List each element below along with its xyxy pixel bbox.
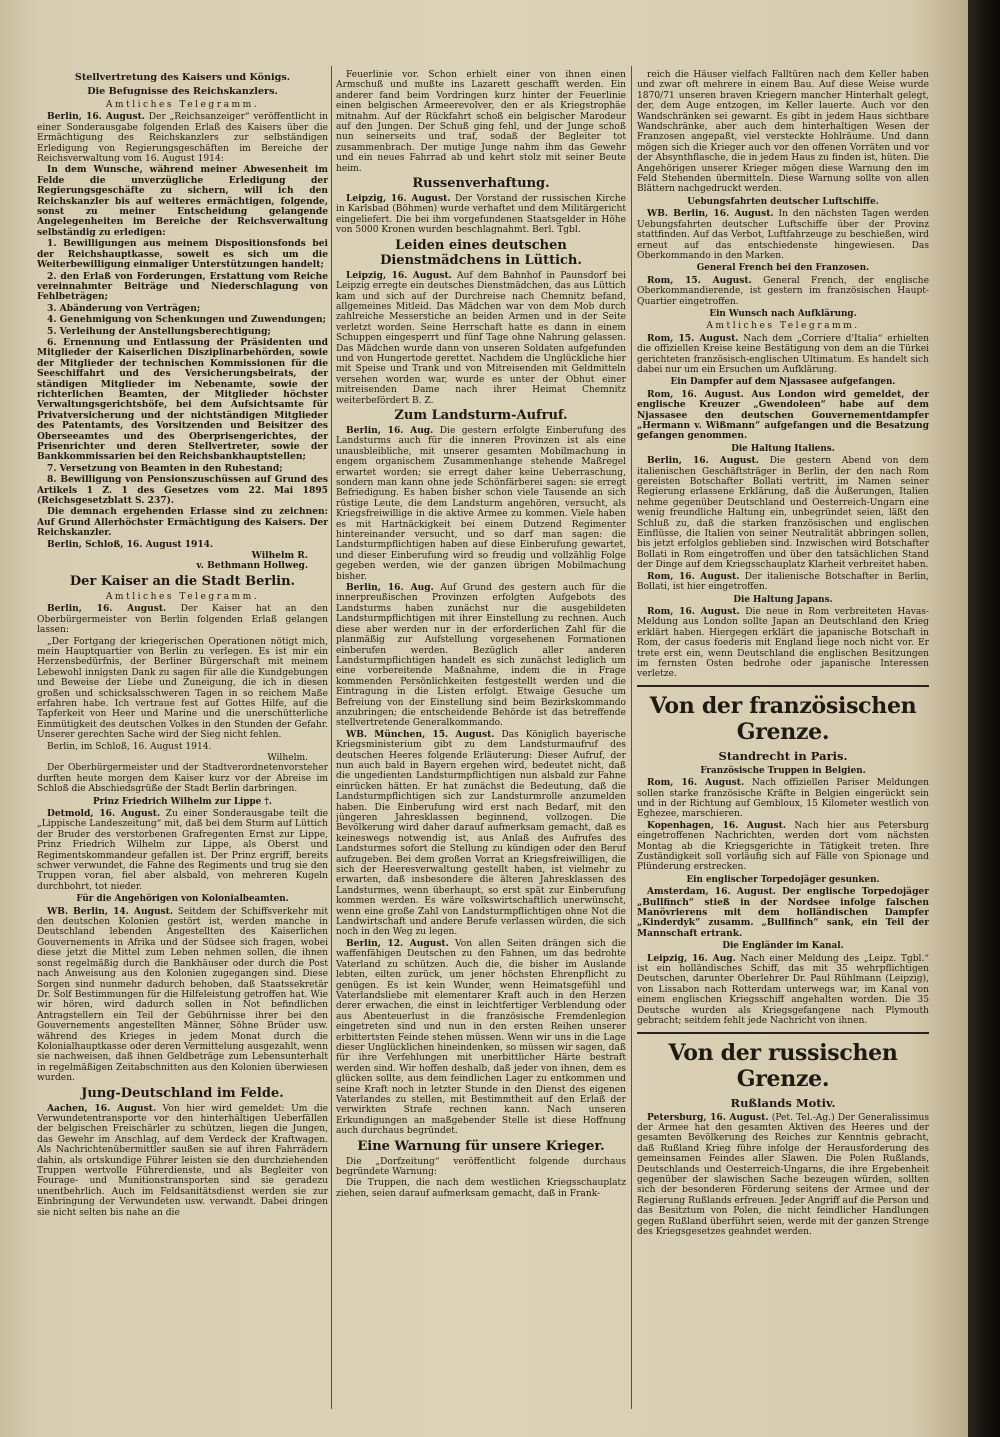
paragraph xyxy=(37,112,328,164)
paragraph xyxy=(37,809,328,892)
column-rule xyxy=(631,66,632,1409)
dateline: Aachen, 16. August. xyxy=(47,1102,157,1114)
paragraph: reich die Häuser vielfach Falltüren nach dem Keller haben und zwar oft mehrere in einem Bau. Auf diese Weise wurde 1870/71 unseren braven Kriegern mancher Hinterhalt gelegt, der, dem Auge entzogen, im Keller lauerte. Auch vor den Wandschränken sei gewarnt. Es gibt in jedem Haus sichtbare Wandschränke, aber auch dem hinterhaltigen Wesen der Franzosen angepaßt, viel versteckte Hohlräume. Und dann mögen sich die Krieger auch vor den offenen Vorräten und vor der Absynthflasche, die in jedem Haus zu finden ist, hüten. Die Angehörigen unserer Krieger mögen diese Warnung den im Feld Stehenden übermitteln. Diese Warnung sollte von allen Blättern nachgedruckt werden. xyxy=(637,70,929,195)
paragraph xyxy=(336,271,626,406)
paragraph xyxy=(637,778,929,820)
list-item: 2. den Erlaß von Forderungen, Erstattung vom Reiche vereinnahmter Beiträge und Niederschlagung von Fehlbeträgen; xyxy=(37,270,328,303)
article-heading: Französische Truppen in Belgien. xyxy=(700,765,866,776)
article-heading: Stellvertretung des Kaisers und Königs. xyxy=(74,72,291,83)
paragraph xyxy=(637,954,929,1027)
dateline: Detmold, 16. August. xyxy=(47,808,161,819)
article-heading: Zum Landsturm-Aufruf. xyxy=(394,407,568,423)
dateline: Berlin, 12. August. xyxy=(346,937,449,949)
list-item: 1. Bewilligungen aus meinem Dispositionsfonds bei der Reichshauptkasse, soweit es sich um die Weiterbewilligung einmaliger Unterstützungen handelt; xyxy=(37,238,328,271)
article-heading: Die Haltung Japans. xyxy=(733,594,833,605)
section-title: Von der russischen Grenze. xyxy=(668,1039,898,1092)
paragraph xyxy=(336,730,626,938)
paragraph-text: Die gestern erfolgte Einberufung des Landsturms auch für die inneren Provinzen ist als eine unausbleibliche, mit unserer gesamten Mobilmachung in engem organischem Zusammenhange stehende Maßregel erwartet worden; sie erregt daher keine Ueberraschung, sondern man kann ohne jede Schönfärberei sagen: sie erregt Befriedigung. Es haben bisher schon viele Tausende an sich rüstige Leute, die dem Landsturm angehören, versucht, als Kriegsfreiwillige in die aktive Armee zu kommen. Viele haben es mit Hartnäckigkeit bei einem Dutzend Regimenter hintereinander versucht, und so darf man sagen: die Landsturmpflichtigen haben auf diese Einberufung gewartet, und dieser Einberufung wird so freudig und vollzählig Folge gegeben werden, wie der ganzen übrigen Mobilmachung bisher. xyxy=(336,425,626,582)
paragraph-text: (Pet. Tel.-Ag.) Der Generalissimus der Armee hat den gesamten Aktiven des Heeres und der gesamten Bevölkerung des Reiches zur Kenntnis gebracht, daß Rußland Krieg führe infolge der Herausforderung des gemeinsamen Feindes aller Slawen. Die Polen Rußlands, Deutschlands und Oesterreich-Ungarns, die ihre Ergebenheit gegenüber der slawischen Sache bezeugen würden, sollten sich der besonderen Förderung seitens der Armee und der Regierung Rußlands erfreuen. Jeder Angriff auf die Person und das Besitztum von Polen, die nicht feindlicher Handlungen gegen Rußland überführt seien, werde mit der ganzen Strenge des Kriegsgesetzes geahndet werden. xyxy=(637,1112,929,1237)
column-1 xyxy=(37,70,328,1407)
paragraph-text: Auf dem Bahnhof in Paunsdorf bei Leipzig erregte ein deutsches Dienstmädchen, das aus Lüttich kam und sich auf der Durchreise nach Chemnitz befand, allgemeines Mitleid. Das Mädchen war von dem Mob durch zahlreiche Messerstiche an beiden Armen und in der Seite verletzt worden. Seine Herrschaft hatte es dann in einem Schuppen eingesperrt und fünf Tage ohne Nahrung gelassen. Das Mädchen wurde dann von unseren Soldaten aufgefunden und von Hungertode gerettet. Nachdem die Unglückliche hier mit Speise und Trank und von Mitreisenden mit Geldmitteln versehen worden war, wurde es unter der Obhut einer mitreisenden Dame nach ihrer Heimat Chemnitz weiterbefördert B. Z. xyxy=(336,270,626,406)
paragraph-text: Nach dem „Corriere d'Italia“ erhielten die offiziellen Kreise keine Bestätigung von dem an die Türkei gerichteten französisch-englischen Ultimatum. Es handelt sich dabei nur um ein Ersuchen um Aufklärung. xyxy=(637,333,929,375)
paragraph: Die Truppen, die nach dem westlichen Kriegsschauplatz ziehen, seien darauf aufmerksam gemacht, daß in Frank- xyxy=(336,1178,626,1199)
paragraph xyxy=(637,456,929,570)
dateline: Rom, 16. August. xyxy=(647,570,740,582)
dateline: Petersburg, 16. August. xyxy=(647,1111,769,1123)
article-heading: Leiden eines deutschen Dienstmädchens in Lüttich. xyxy=(380,237,582,268)
dateline: WB. München, 15. August. xyxy=(346,728,495,740)
dateline: Berlin, Schloß, 16. August 1914. xyxy=(47,538,214,550)
article-heading: Ein Wunsch nach Aufklärung. xyxy=(709,308,857,319)
paragraph xyxy=(637,572,929,593)
list-item: 5. Verleihung der Anstellungsberechtigung; xyxy=(47,325,271,337)
dateline: WB. Berlin, 16. August. xyxy=(647,208,774,220)
column-rule xyxy=(331,66,332,1409)
paragraph xyxy=(637,887,929,939)
paragraph-text: Von allen Seiten drängen sich die waffenfähigen Deutschen zu den Fahnen, um das bedrohte Vaterland zu schützen. Auch die, die bisher im Auslande lebten, eilten zurück, um jener höchsten Ehrenpflicht zu genügen. Es ist kein Wunder, wenn Heimatsgefühl und Vaterlandsliebe mit elementarer Kraft auch in den Herzen derer erwachen, die einst in leichtfertiger Verblendung oder aus Abenteuerlust in die französische Fremdenlegion eingetreten sind und nun in den ersten Reihen unserer erbittertsten Feinde stehen müssen. Wenn wir uns in die Lage dieser Unglücklichen hineindenken, so müssen wir sagen, daß für ihre Verfehlungen mit unerbittlicher Härte bestraft werden sind. Wir hoffen deshalb, daß jeder von ihnen, dem es glücken sollte, aus dem feindlichen Lager zu entkommen und seine Kraft noch in letzter Stunde in den Dienst des eigenen Vaterlandes zu stellen, mit Bestimmtheit auf den Erlaß der verwirkten Strafe rechnen kann. Nach unseren Erkundigungen an maßgebender Stelle ist diese Hoffnung auch durchaus begründet. xyxy=(336,938,626,1137)
dateline: Leipzig, 16. August. xyxy=(346,193,451,205)
signature: v. Bethmann Hollweg. xyxy=(196,560,308,572)
paragraph-text: Von hier wird gemeldet: Um die Verwundetentransporte vor den hinterhältigen Ueberfällen der belgischen Freischärler zu schützen, liegen die Jungen, das Gewehr im Anschlag, auf dem Verdeck der Kraftwagen. Als Nachrichtenübermittler saußen sie auf ihren Fahrrädern dahin, als ortskundige Führer leisten sie den durchziehenden Truppen wertvolle Führerdienste, und als Begleiter von Fourage- und Munitionstransporten sind sie geradezu unentbehrlich. Auch im Feldsanitätsdienst werden sie zur Einbringung der Verwundeten usw. verwandt. Dabei dringen sie nicht selten bis nahe an die xyxy=(37,1103,328,1218)
list-item: 8. Bewilligung von Pensionszuschüssen auf Grund des Artikels 1 Z. 1 des Gesetzes vom 22. Mai 1895 (Reichsgesetzblatt S. 237). xyxy=(37,474,328,507)
paragraph-text: Der „Reichsanzeiger“ veröffentlicht in einer Sonderausgabe folgenden Erlaß des Kaisers über die Ermächtigung des Reichskanzlers zur selbständigen Erledigung von Regierungsgeschäften im Bereiche der Reichsverwaltung vom 16. August 1914: xyxy=(37,112,328,165)
article-heading: Eine Warnung für unsere Krieger. xyxy=(357,1138,605,1154)
paragraph-text: Die neue in Rom verbreiteten Havas-Meldung aus London sollte Japan an Deutschland den Krieg erklärt haben. Hiergegen erklärt die japanische Botschaft in Rom, der casus foederis mit England liege noch nicht vor. Er trete erst ein, wenn Deutschland die englischen Besitzungen im fernsten Osten bedrohe oder japanische Interessen verletze. xyxy=(637,606,929,680)
paragraph: Berlin, im Schloß, 16. August 1914. xyxy=(47,741,212,752)
paragraph xyxy=(637,209,929,261)
dateline: Berlin, 16. August. xyxy=(47,603,167,615)
article-heading: Ein englischer Torpedojäger gesunken. xyxy=(686,874,880,885)
dateline: Berlin, 16. Aug. xyxy=(346,424,434,436)
paragraph xyxy=(336,194,626,236)
paragraph xyxy=(336,583,626,729)
paragraph xyxy=(336,939,626,1137)
dateline: Rom, 15. August. xyxy=(647,274,752,286)
paragraph-text: Der italienische Botschafter in Berlin, Bollati, ist hier eingetroffen. xyxy=(637,571,929,593)
dateline: Berlin, 16. Aug. xyxy=(346,582,434,594)
telegram-label: Amtliches Telegramm. xyxy=(706,321,860,332)
paragraph-text: Aus London wird gemeldet, der englische Kreuzer „Gwendoleen“ habe auf dem Njassasee den deutschen Gouvernementdampfer „Hermann v. Wißmann“ aufgefangen und die Besatzung gefangen genommen. xyxy=(637,388,929,442)
signature: Wilhelm. xyxy=(267,752,308,763)
article-subheading: Die Befugnisse des Reichskanzlers. xyxy=(87,86,278,97)
paragraph xyxy=(637,821,929,873)
paragraph-text: Seitdem der Schiffsverkehr mit den deutschen Kolonien gestört ist, werden manche in Deutschland lebenden Angestellten des Kaiserlichen Gouvernements in Afrika und der Südsee sich fragen, wobei diese jetzt die Mittel zum Leben nehmen sollen, die ihnen sonst regelmäßig durch die Bankhäuser oder durch die Post nach Anweisung aus den Kolonien zugegangen sind. Diese Sorgen sind nunmehr dadurch behoben, daß Staatssekretär Dr. Solf Bestimmungen für die Hilfeleistung getroffen hat. Wie wir hören, wird dadurch sollen in Not befindlichen Antragstellern ein Teil der Gebührnisse ihrer bei den Gouvernements angestellten Männer, Söhne Brüder usw. während des Krieges in jedem Monat durch die Kolonialhauptkasse oder deren Vermittelung ausgezahlt, wenn sie nachweisen, daß ihnen Geldbeträge zum Lebensunterhalt in regelmäßigen Zeitabschnitten aus den Kolonien überwiesen wurden. xyxy=(37,906,328,1084)
binding-edge xyxy=(968,0,1000,1437)
article-heading: General French bei den Franzosen. xyxy=(696,263,870,274)
article-heading: Die Engländer im Kanal. xyxy=(722,941,844,952)
dateline: Kopenhagen, 16. August. xyxy=(647,819,787,831)
dateline: Rom, 16. August. xyxy=(647,388,744,400)
list-item: 6. Ernennung und Entlassung der Präsidenten und Mitglieder der Kaiserlichen Disziplinarbehörden, sowie der Mitglieder der technischen Kommissionen für die Seeschiffahrt und des Versicherungsbeirats, der ständigen Mitglieder im Nebenamte, sowie der richterlichen Beamten, der Mitglieder höchster Verwaltungsgerichtshöfe, bei dem Aufsichtsamte für Privatversicherung und der nichtständigen Mitglieder des Patentamts, des Vorsitzenden und Beisitzer des Oberseeamtes und des Oberprisengerichtes, der Prisenrichter und deren Stellvertreter, sowie der Bankkommissarien bei den Reichsbankhauptstellen; xyxy=(37,336,328,463)
dateline: Leipzig, 16. August. xyxy=(346,269,452,281)
paragraph: Die demnach ergehenden Erlasse sind zu zeichnen: Auf Grund Allerhöchster Ermächtigung des Kaisers. Der Reichskanzler. xyxy=(37,506,328,539)
dateline: Rom, 15. August. xyxy=(647,332,739,344)
article-heading: Prinz Friedrich Wilhelm zur Lippe †. xyxy=(92,796,272,807)
signature: Wilhelm R. xyxy=(251,550,308,562)
section-subtitle: Rußlands Motiv. xyxy=(730,1095,836,1110)
dateline: Rom, 16. August. xyxy=(647,605,740,617)
paragraph xyxy=(637,1113,929,1238)
paragraph xyxy=(637,390,929,442)
section-title: Von der französischen Grenze. xyxy=(649,692,917,745)
article-heading: Jung-Deutschland im Felde. xyxy=(81,1085,284,1101)
list-item: 3. Abänderung von Verträgen; xyxy=(47,302,201,314)
paragraph-text: Nach einer Meldung des „Leipz. Tgbl.“ ist ein holländisches Schiff, das mit 35 wehrpflichtigen Deutschen, darunter Oberlehrer Dr. Paul Rühlmann (Leipzig), von Lissabon nach Rotterdam unterwegs war, im Kanal von einem englischen Kriegsschiff angehalten worden. Die 35 Deutsche wurden als Kriegsgefangene nach Plymouth gebracht; seitdem fehlt jede Nachricht von ihnen. xyxy=(637,953,929,1027)
section-divider xyxy=(637,1032,929,1034)
section-subtitle: Standrecht in Paris. xyxy=(718,748,848,763)
column-3 xyxy=(637,70,929,1407)
article-heading: Ein Dampfer auf dem Njassasee aufgefangen. xyxy=(670,377,896,388)
column-2 xyxy=(336,70,626,1407)
paragraph: Feuerlinie vor. Schon erhielt einer von ihnen einen Armschuß und mußte ins Lazarett geschafft werden. Ein anderer fand beim Vordringen kurz hinter der Feuerlinie einen belgischen Armeerevolver, den er als Kriegstrophäe mitnahm. Auf der Rückfahrt schoß ein belgischer Marodeur auf den Jungen. Der Schuß ging fehl, und der Junge schoß nun seinerseits und traf, sodaß der Begleiter tot zusammenbrach. Der mutige Junge nahm ihm das Gewehr und ein neues Fahrrad ab und kehrt stolz mit seiner Beute heim. xyxy=(336,70,626,174)
paragraph xyxy=(637,276,929,307)
paragraph-text: Der Vorstand der russischen Kirche in Karlsbad (Böhmen) wurde verhaftet und dem Militärgericht eingeliefert. Die bei ihm vorgefundenen Staatsgelder in Höhe von 5000 Kronen wurden beschlagnahmt. Berl. Tgbl. xyxy=(336,194,626,236)
telegram-label: Amtliches Telegramm. xyxy=(105,591,260,602)
paragraph-text: Nach offiziellen Pariser Meldungen sollen starke französische Kräfte in Belgien eingerückt sein und in der Richtung auf Gembloux, 15 Kilometer westlich von Eghezee, marschieren. xyxy=(637,778,929,820)
paragraph xyxy=(637,607,929,680)
paragraph-text: Auf Grund des gestern auch für die innerpreußischen Provinzen erfolgten Aufgebots des Landsturms haben zunächst nur die ausgebildeten Landsturmpflichtigen mit ihrer Einstellung zu rechnen. Auch diese aber werden nur in der erforderlichen Zahl für die planmäßig zur Aufstellung vorgesehenen Formationen einberufen werden. Bezüglich aller anderen Landsturmpflichtigen handelt es sich zunächst lediglich um eine vorbereitende Maßnahme, indem die in Frage kommenden Persönlichkeiten festgestellt werden und die Eintragung in die Listen erfolgt. Etwaige Gesuche um Befreiung von der Einstellung sind beim Bezirkskommando anzubringen; die entscheidende Behörde ist das betreffende stellvertretende Generalkommando. xyxy=(336,583,626,729)
list-item: 7. Versetzung von Beamten in den Ruhestand; xyxy=(47,462,283,474)
article-heading: Uebungsfahrten deutscher Luftschiffe. xyxy=(687,196,879,207)
dateline: Amsterdam, 16. August. xyxy=(647,886,776,898)
list-item: 4. Genehmigung von Schenkungen und Zuwendungen; xyxy=(47,314,327,326)
dateline: Leipzig, 16. Aug. xyxy=(647,952,736,964)
section-divider xyxy=(637,685,929,687)
article-heading: Russenverhaftung. xyxy=(412,176,550,192)
paragraph-text: Der englische Torpedojäger „Bullfinch“ stieß in der Nordsee infolge falschen Manövrierens mit dem holländischen Dampfer „Kinderdyk“ zusamm. „Bullfinch“ sank, ein Teil der Mannschaft ertrank. xyxy=(637,886,929,939)
article-heading: Der Kaiser an die Stadt Berlin. xyxy=(69,573,296,589)
paragraph xyxy=(336,426,626,582)
article-heading: Die Haltung Italiens. xyxy=(731,443,835,454)
paragraph-text: Der Kaiser hat an den Oberbürgermeister von Berlin folgenden Erlaß gelangen lassen: xyxy=(37,604,328,636)
paragraph-text: In den nächsten Tagen werden Uebungsfahrten deutscher Luftschiffe über der Provinz stattfinden. Auf das Verbot, Luftfahrzeuge zu beschießen, wird erneut auf das entschiedenste hingewiesen. Das Oberkommando in den Marken. xyxy=(637,209,929,261)
paragraph-text: Die gestern Abend von dem italienischen Geschäftsträger in Berlin, der den nach Rom gereisten Botschafter Bollati vertritt, im Namen seiner Regierung erlassene Erklärung, daß die Äußerungen, Italien nehme gegenüber Deutschland und Oesterreich-Ungarn eine wenig freundliche Haltung ein, unbegründet seien, läßt den Schluß zu, daß die starken französischen und englischen Einflüsse, die Italien von seiner Neutralität abbringen sollen, bis jetzt erfolglos geblieben sind. Inzwischen wird Botschafter Bollati in Rom eingetroffen und über den tatsächlichen Stand der Dinge auf dem Kriegsschauplatz Klarheit verbreitet haben. xyxy=(637,456,929,571)
paragraph xyxy=(37,1104,328,1218)
paragraph-text: Zu einer Sonderausgabe teilt die „Lippische Landeszeitung“ mit, daß bei dem Sturm auf Lüttich der Bruder des verstorbenen Grafregenten Ernst zur Lippe, Prinz Friedrich Wilhelm zur Lippe, als Oberst und Regimentskommandeur gefallen ist. Der Prinz ergriff, bereits schwer verwundet, die Fahne des Regiments und trug sie den Truppen voran, fiel aber alsbald, von mehreren Kugeln durchbohrt, tot nieder. xyxy=(37,809,328,892)
dateline: Berlin, 16. August. xyxy=(647,455,759,467)
paragraph xyxy=(37,604,328,635)
paragraph: In dem Wunsche, während meiner Abwesenheit im Felde die unverzügliche Erledigung der Regierungsgeschäfte zu sichern, will ich den Reichskanzler bis auf weiteres ermächtigen, folgende, sonst zu meiner Entscheidung gelangende Angelegenheiten im Bereiche der Reichsverwaltung selbständig zu erledigen: xyxy=(37,164,328,238)
article-heading: Für die Angehörigen von Kolonialbeamten. xyxy=(76,894,289,905)
paragraph xyxy=(37,907,328,1084)
paragraph-text: Das Königlich bayerische Kriegsministerium gibt zu dem Landsturmaufruf des deutschen Heeres folgende Erläuterung: Dieser Aufruf, der nun auch bald in Bayern ergehen wird, bedeutet nicht, daß die ungedienten Landsturmpflichtigen nun alsbald zur Fahne einrücken hätten. Er hat zunächst die Bedeutung, daß die Landsturmpflichtigen sich zur Landsturmrolle anzumelden haben. Die Einberufung wird erst nach Bedarf, mit den jüngeren Jahresklassen beginnend, vollzogen. Die Bevölkerung wird daher darauf aufmerksam gemacht, daß es keineswegs notwendig ist, aus Anlaß des Aufrufes des Landsturmes sofort die Stellung zu kündigen oder den Beruf aufzugeben. Bei dem großen Vorrat an Kriegsfreiwilligen, die sich der Heeresverwaltung gestellt haben, ist vielmehr zu erwarten, daß insbesondere die älteren Jahresklassen des Landsturmes, wenn überhaupt, so erst spät zur Einberufung kommen werden. Es wäre volkswirtschaftlich unerwünscht, wenn eine große Zahl von Landsturmpflichtigen ohne Not die Landwirtschaft und andere Berufe verlassen würden, die sich noch in den Weg zu legen. xyxy=(336,729,626,938)
paragraph: Der Oberbürgermeister und der Stadtverordnetenvorsteher durften heute morgen dem Kaiser kurz vor der Abreise im Schloß die Abschiedsgrüße der Stadt Berlin darbringen. xyxy=(37,763,328,795)
telegram-label: Amtliches Telegramm. xyxy=(105,100,260,110)
paragraph: Die „Dorfzeitung“ veröffentlicht folgende durchaus begründete Warnung: xyxy=(336,1156,626,1177)
paragraph-text: General French, der englische Oberkommandierende, ist gestern im französischen Haupt-Quartier eingetroffen. xyxy=(637,275,929,307)
paragraph-text: Nach hier aus Petersburg eingetroffenen Nachrichten, werden dort vom nächsten Montag ab die Kriegsgerichte in Tätigkeit treten. Ihre Zuständigkeit soll vorläufig sich auf Fälle von Spionage und Plünderung erstrecken. xyxy=(637,820,929,873)
paragraph: „Der Fortgang der kriegerischen Operationen nötigt mich, mein Hauptquartier von Berlin zu verlegen. Es ist mir ein Herzensbedürfnis, der Berliner Bürgerschaft mit meinem Lebewohl innigsten Dank zu sagen für alle die Kundgebungen und Beweise der Liebe und Zuneigung, die ich in diesen großen und schicksalsschweren Tagen in so reichem Maße erfahren habe. Ich vertraue fest auf Gottes Hilfe, auf die Tapferkeit von Heer und Marine und die unerschütterliche Einmütigkeit des deutschen Volkes in den Stunden der Gefahr. Unserer gerechten Sache wird der Sieg nicht fehlen. xyxy=(37,636,328,741)
dateline: Berlin, 16. August. xyxy=(47,111,145,123)
dateline: Rom, 16. August. xyxy=(647,777,745,789)
dateline: WB. Berlin, 14. August. xyxy=(47,905,174,917)
paragraph xyxy=(637,334,929,376)
